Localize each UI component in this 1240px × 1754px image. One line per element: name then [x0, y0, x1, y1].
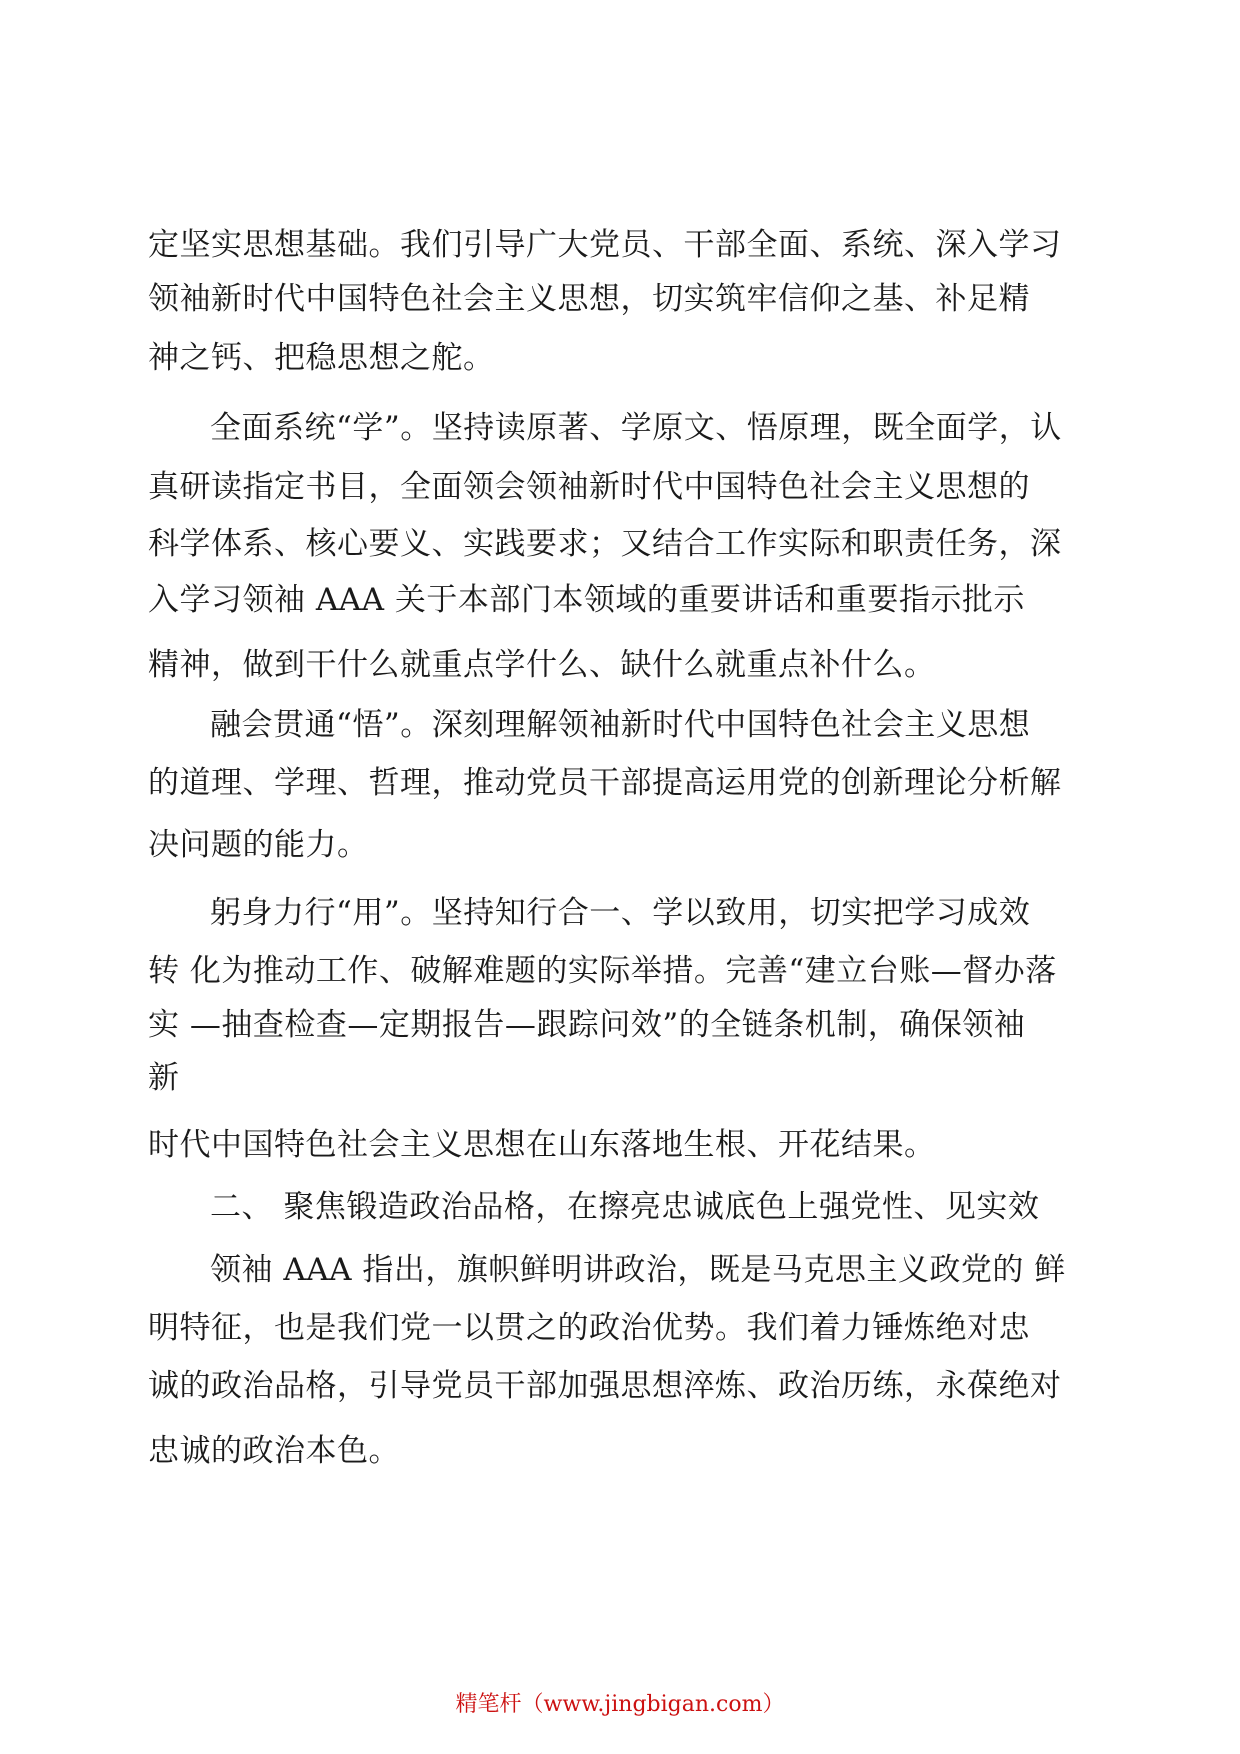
text-line: 定坚实思想基础。我们引导广大党员、干部全面、系统、深入学习 [148, 227, 1062, 263]
text-line: 决问题的能力。 [148, 827, 369, 863]
section-heading-two: 二、 聚焦锻造政治品格，在擦亮忠诚底色上强党性、见实效 [210, 1189, 1040, 1225]
text-line: 精神，做到干什么就重点学什么、缺什么就重点补什么。 [148, 647, 936, 683]
text-line: 时代中国特色社会主义思想在山东落地生根、开花结果。 [148, 1127, 936, 1163]
text-line: 科学体系、核心要义、实践要求；又结合工作实际和职责任务，深 [148, 526, 1062, 562]
text-line: 新 [148, 1060, 180, 1096]
text-line: 领袖 AAA 指出，旗帜鲜明讲政治，既是马克思主义政党的 鲜 [210, 1252, 1066, 1288]
text-line: 明特征，也是我们党一以贯之的政治优势。我们着力锤炼绝对忠 [148, 1310, 1030, 1346]
paragraph-heading-apply: 躬身力行“用”。坚持知行合一、学以致用，切实把学习成效 [210, 895, 1031, 931]
text-line: 神之钙、把稳思想之舵。 [148, 340, 495, 376]
text-line: 领袖新时代中国特色社会主义思想，切实筑牢信仰之基、补足精 [148, 281, 1030, 317]
text-line: 实 —抽查检查—定期报告—跟踪问效”的全链条机制，确保领袖 [148, 1007, 1026, 1043]
footer-watermark: 精笔杆（www.jingbigan.com） [455, 1692, 785, 1717]
text-line: 转 化为推动工作、破解难题的实际举措。完善“建立台账—督办落 [148, 953, 1057, 989]
text-line: 真研读指定书目，全面领会领袖新时代中国特色社会主义思想的 [148, 469, 1030, 505]
text-line: 入学习领袖 AAA 关于本部门本领域的重要讲话和重要指示批示 [148, 582, 1025, 618]
text-line: 诚的政治品格，引导党员干部加强思想淬炼、政治历练，永葆绝对 [148, 1368, 1062, 1404]
text-line: 忠诚的政治本色。 [148, 1433, 400, 1469]
paragraph-heading-understand: 融会贯通“悟”。深刻理解领袖新时代中国特色社会主义思想 [210, 707, 1031, 743]
paragraph-heading-learn: 全面系统“学”。坚持读原著、学原文、悟原理，既全面学，认 [210, 410, 1062, 446]
text-line: 的道理、学理、哲理，推动党员干部提高运用党的创新理论分析解 [148, 765, 1062, 801]
